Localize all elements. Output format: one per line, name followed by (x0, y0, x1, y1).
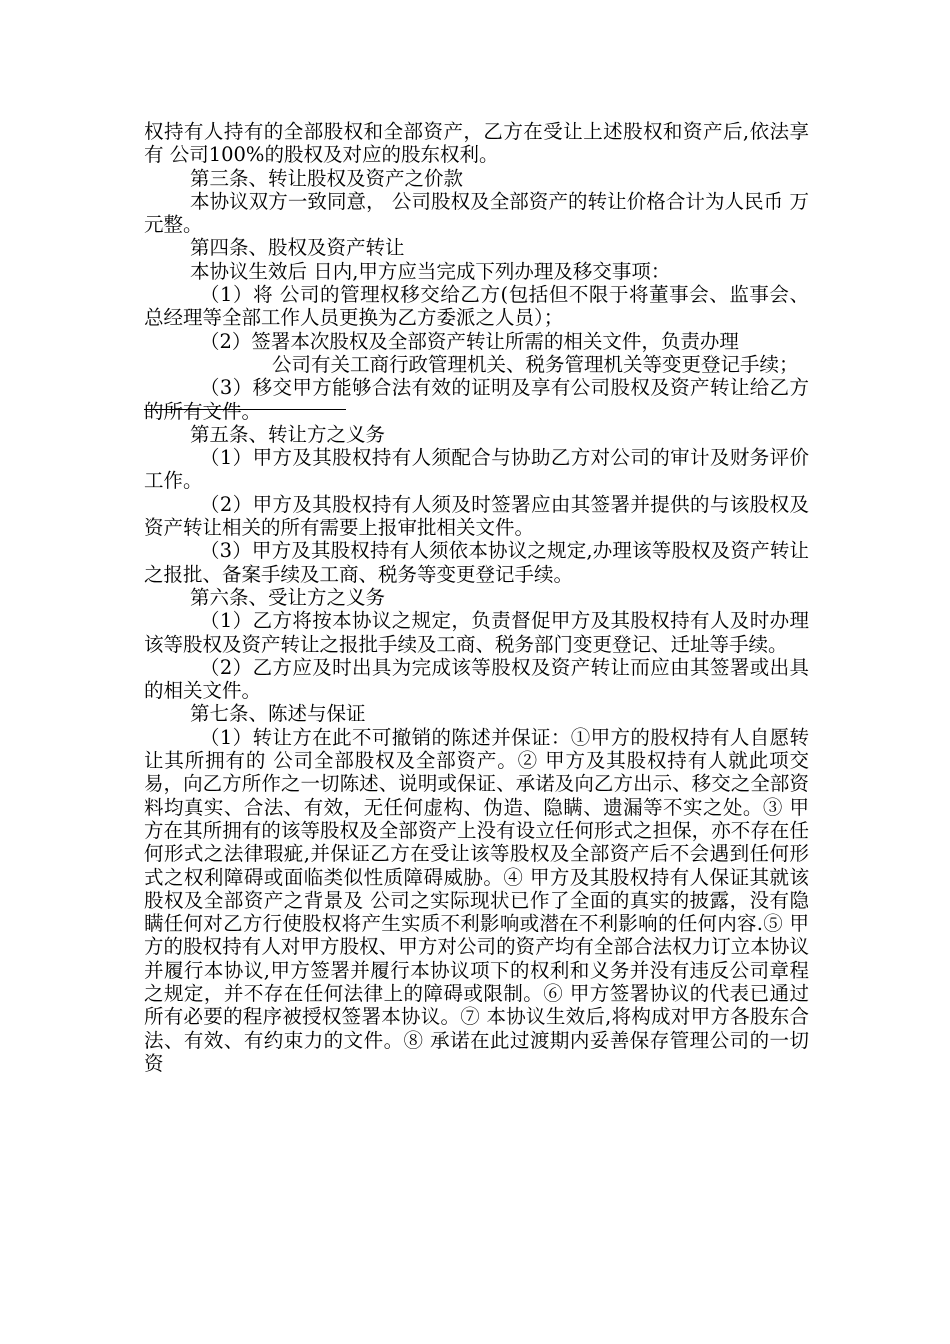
article-5-item-1: （1）甲方及其股权持有人须配合与协助乙方对公司的审计及财务评价工作。 (144, 446, 809, 493)
article-4-item-1: （1）将 公司的管理权移交给乙方(包括但不限于将董事会、监事会、总经理等全部工作人员更换为乙方委派之人员）； (144, 283, 809, 330)
article-6-item-2: （2）乙方应及时出具为完成该等股权及资产转让而应由其签署或出具的相关文件。 (144, 655, 809, 703)
article-3-price-clause: 本协议双方一致同意， 公司股权及全部资产的转让价格合计为人民币 万元整。 (144, 189, 809, 237)
article-4-item-2-continued: 公司有关工商行政管理机关、税务管理机关等变更登记手续； (272, 352, 799, 376)
article-5-item-2: （2）甲方及其股权持有人须及时签署应由其签署并提供的与该股权及资产转让相关的所有需要上报审批相关文件。 (144, 492, 809, 540)
article-5-item-3: （3）甲方及其股权持有人须依本协议之规定,办理该等股权及资产转让之报批、备案手续及工商、税务等变更登记手续。 (144, 539, 809, 586)
article-4-intro: 本协议生效后 日内,甲方应当完成下列办理及移交事项： (190, 259, 671, 283)
article-7-heading: 第七条、陈述与保证 (190, 702, 366, 726)
article-6-heading: 第六条、受让方之义务 (190, 585, 386, 609)
document-body (144, 120, 809, 1075)
article-4-item-3: （3）移交甲方能够合法有效的证明及享有公司股权及资产转让给乙方的所有文件。 (144, 376, 809, 423)
article-7-item-1: （1）转让方在此不可撤销的陈述并保证：①甲方的股权持有人自愿转让其所拥有的 公司全部股权及全部资产。② 甲方及其股权持有人就此项交易，向乙方所作之一切陈述、说明或保证、承诺及向乙方出示、移交之全部资料均真实、合法、有效，无任何虚构、伪造、隐瞒、遗漏等不实之处。③ 甲方在其所拥有的该等股权及全部资产上没有设立任何形式之担保，亦不存在任何形式之法律瑕疵,并保证乙方在受让该等股权及全部资产后不会遇到任何形式之权利障碍或面临类似性质障碍威胁。④ 甲方及其股权持有人保证其就该股权及全部资产之背景及 公司之实际现状已作了全面的真实的披露，没有隐瞒任何对乙方行使股权将产生实质不利影响或潜在不利影响的任何内容.⑤ 甲方的股权持有人对甲方股权、甲方对公司的资产均有全部合法权力订立本协议并履行本协议,甲方签署并履行本协议项下的权利和义务并没有违反公司章程之规定，并不存在任何法律上的障碍或限制。⑥ 甲方签署协议的代表已通过所有必要的程序被授权签署本协议。⑦ 本协议生效后,将构成对甲方各股东合法、有效、有约束力的文件。⑧ 承诺在此过渡期内妥善保存管理公司的一切资 (144, 725, 809, 1075)
article-4-item-2: （2）签署本次股权及全部资产转让所需的相关文件，负责办理 (200, 329, 739, 353)
article-3-heading: 第三条、转让股权及资产之价款 (190, 166, 464, 190)
article-5-heading: 第五条、转让方之义务 (190, 422, 386, 446)
article-4-heading: 第四条、股权及资产转让 (190, 236, 405, 260)
article-6-item-1: （1）乙方将按本协议之规定，负责督促甲方及其股权持有人及时办理该等股权及资产转让之报批手续及工商、税务部门变更登记、迁址等手续。 (144, 609, 809, 656)
horizontal-rule (144, 409, 346, 410)
paragraph-continuation: 权持有人持有的全部股权和全部资产，乙方在受让上述股权和资产后,依法享有 公司100%的股权及对应的股东权利。 (144, 120, 809, 167)
